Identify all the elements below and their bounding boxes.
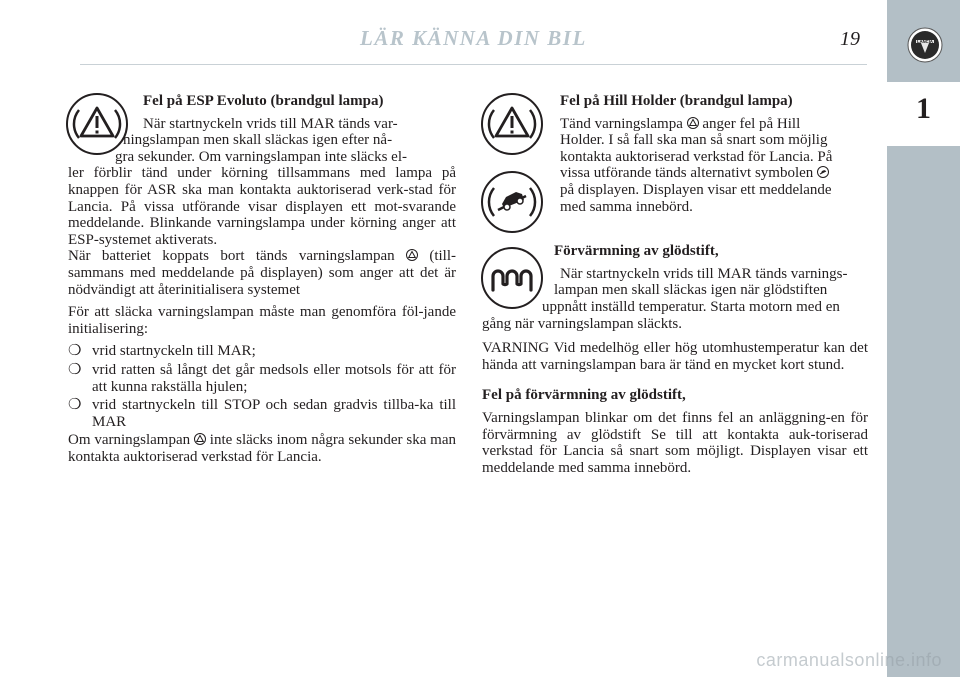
watermark: carmanualsonline.info xyxy=(756,650,942,670)
hill-line-1-post: anger fel på Hill xyxy=(702,115,801,132)
hill-inline-car-icon xyxy=(817,166,829,178)
list-item: ❍ vrid startnyckeln till MAR; xyxy=(68,343,256,360)
reset-steps-list xyxy=(68,343,456,430)
glow-line-3: uppnått inställd temperatur. Starta motorn med en xyxy=(542,298,840,315)
hill-line-2: Holder. I så fall ska man så snart som möjlig xyxy=(560,132,828,149)
header-divider xyxy=(80,64,867,65)
list-item: ❍ vrid startnyckeln till STOP och sedan gradvis tillba-ka till MAR xyxy=(68,397,456,430)
hill-line-6: med samma innebörd. xyxy=(560,198,693,215)
page-header-title: LÄR KÄNNA DIN BIL xyxy=(360,26,587,50)
glow-fault-heading: Fel på förvärmning av glödstift, xyxy=(482,387,686,404)
battery-paragraph xyxy=(68,248,456,298)
bullet-icon: ❍ xyxy=(68,343,82,360)
hill-line-1 xyxy=(560,116,868,133)
battery-text-post: (till-sammans med meddelande på displayen) som anger att det är nödvändigt att återinitialisera systemet xyxy=(68,248,456,298)
right-column xyxy=(482,93,868,482)
logo-text: LANCIA xyxy=(917,39,933,44)
esp-inline-icon xyxy=(194,433,206,445)
hill-line-3: kontakta auktoriserad verkstad för Lancia. På xyxy=(560,148,833,165)
lancia-logo-icon xyxy=(907,27,943,63)
page-number: 19 xyxy=(840,28,860,50)
esp-intro-line-1: När startnyckeln vrids till MAR tänds var- xyxy=(143,115,398,132)
reset-intro: För att släcka varningslampan måste man genomföra föl-jande initialisering: xyxy=(68,304,456,337)
glow-plug-heading: Förvärmning av glödstift, xyxy=(554,243,719,260)
warning-paragraph: VARNING Vid medelhög eller hög utomhustemperatur kan det hända att varningslampan bara är tänd en mycket kort stund. xyxy=(482,340,868,373)
esp-inline-icon xyxy=(406,249,418,261)
hill-holder-section xyxy=(560,93,868,215)
esp-body: ler förblir tänd under körning tillsammans med lampa på knappen för ASR ska man kontakta auktoriserad verk-stad för Lancia. På vissa utförande visar displayen ett mot-svarande meddelande. Blinkande varningslampa under körning anger att ESP-systemet aktiverats. xyxy=(68,165,456,248)
chapter-number: 1 xyxy=(916,92,931,125)
esp-heading: Fel på ESP Evoluto (brandgul lampa) xyxy=(143,93,384,109)
bullet-icon: ❍ xyxy=(68,397,82,414)
chapter-sidebar xyxy=(887,0,960,677)
closing-text-post: inte släcks inom några sekunder ska man kontakta auktoriserad verkstad för Lancia. xyxy=(68,432,457,465)
closing-text-pre: Om varningslampan xyxy=(68,432,191,449)
hill-inline-warning-icon xyxy=(687,117,699,129)
glow-fault-body: Varningslampan blinkar om det finns fel an anläggning-en för förvärmning av glödstift Se till att kontakta auk-toriserad verkstad för Lancia så snart som möjligt. Displayen visar ett meddelande med samma innebörd. xyxy=(482,409,868,476)
closing-paragraph xyxy=(68,432,456,465)
hill-line-5: på displayen. Displayen visar ett meddelande xyxy=(560,181,832,198)
glow-plug-section xyxy=(482,243,868,332)
glow-body: gång när varningslampan släckts. xyxy=(482,315,682,332)
left-column xyxy=(68,93,456,471)
glow-line-2: lampan men skall släckas igen när glödstiften xyxy=(554,282,828,299)
hill-holder-heading: Fel på Hill Holder (brandgul lampa) xyxy=(560,93,793,109)
list-item: ❍ vrid ratten så långt det går medsols eller motsols för att för att kunna rakställa hjulen; xyxy=(68,361,456,395)
battery-text-pre: När batteriet koppats bort tänds varningslampan xyxy=(68,248,395,265)
hill-line-1-pre: Tänd varningslampa xyxy=(560,115,683,132)
hill-line-4-pre: vissa utförande tänds alternativt symbolen xyxy=(560,165,814,182)
bullet-icon: ❍ xyxy=(68,361,82,378)
glow-line-1: När startnyckeln vrids till MAR tänds varnings- xyxy=(560,265,848,282)
esp-intro-line-2: ningslampan men skall släckas igen efter nå- xyxy=(123,132,393,149)
hill-line-4 xyxy=(560,165,868,182)
esp-intro-line-3: gra sekunder. Om varningslampan inte släcks el- xyxy=(115,148,408,165)
